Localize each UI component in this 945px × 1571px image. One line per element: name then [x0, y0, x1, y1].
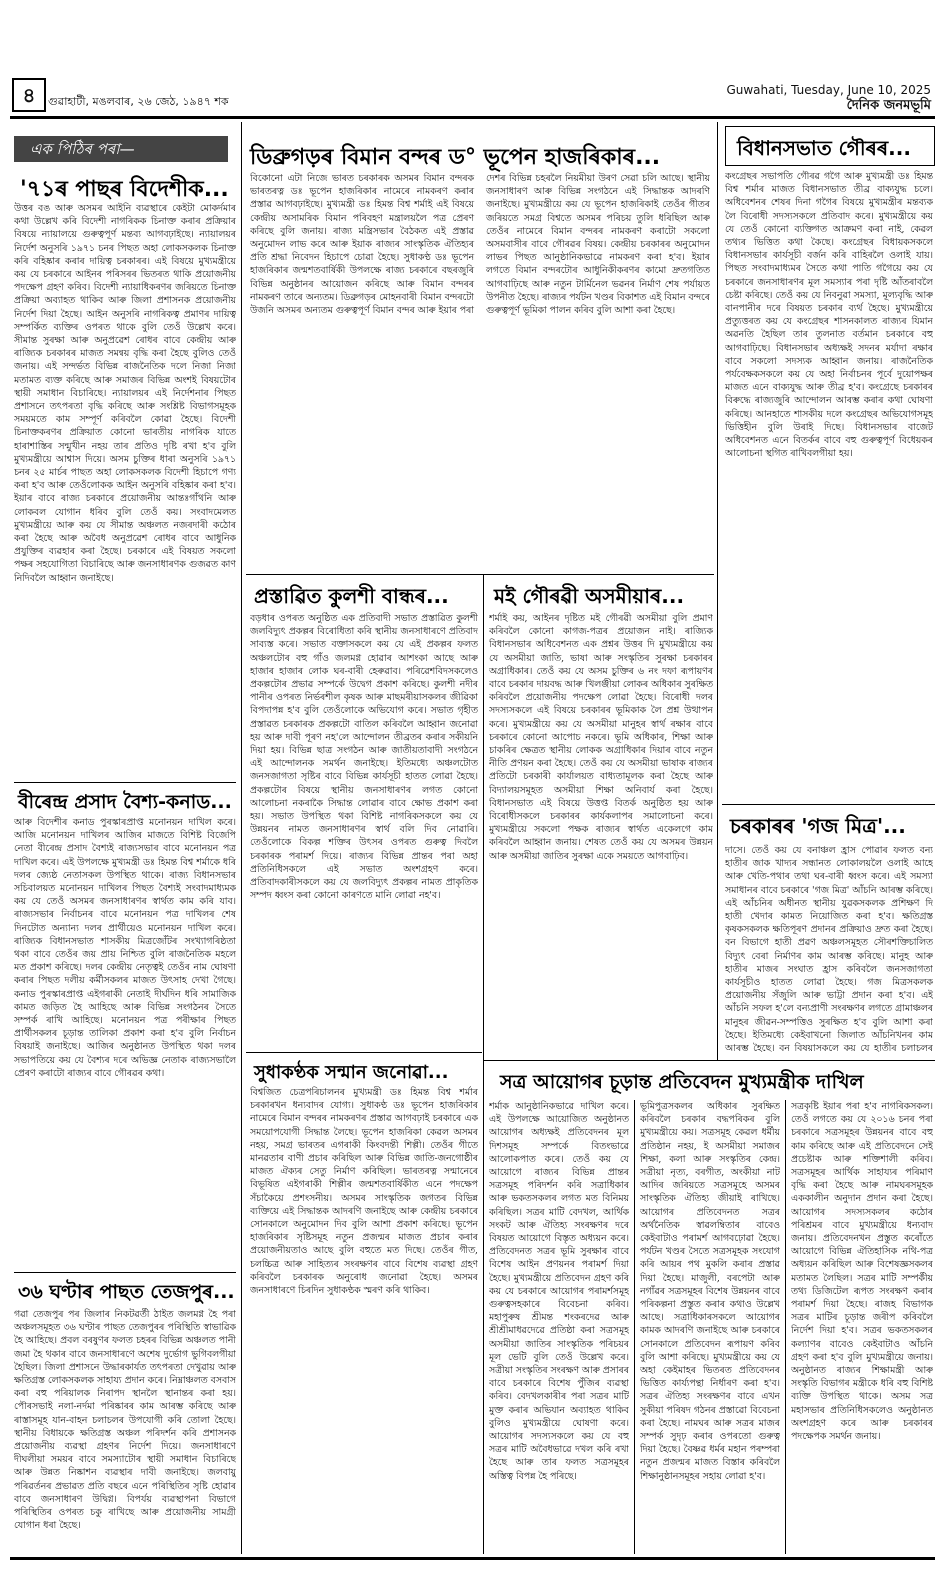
body-a7: শৰ্মাই কয়, আইনৰ দৃষ্টিত মই গৌৰৱী অসমীয়া বুলি প্ৰমাণ কৰিবলৈ কোনো কাগজ-পত্ৰৰ প্ৰয়োজন নাই। ৰাজ্যিক বিধানসভাৰ অধিবেশনত এক প্ৰশ্নৰ উত্তৰ দি মুখ্যমন্ত্ৰীয়ে কয় যে অসমীয়া জাতি, ভাষা আৰু সংস্কৃতিৰ সুৰক্ষা চৰকাৰৰ অগ্ৰাধিকাৰ। তেওঁ কয় যে অসম চুক্তিৰ ৬ নং দফা ৰূপায়ণৰ বাবে চৰকাৰ দায়বদ্ধ আৰু খিলঞ্জীয়া লোকৰ অধিকাৰ সুৰক্ষিত কৰিবলৈ প্ৰয়োজনীয় পদক্ষেপ লোৱা হৈছে। বিৰোধী দলৰ সদস্যসকলে এই বিষয়ে চৰকাৰৰ ভূমিকাক লৈ প্ৰশ্ন উত্থাপন কৰে। মুখ্যমন্ত্ৰীয়ে কয় যে অসমীয়া মানুহৰ স্বাৰ্থ ৰক্ষাৰ বাবে চৰকাৰে কোনো আপোচ নকৰে। ভূমি অধিকাৰ, শিক্ষা আৰু চাকৰিৰ ক্ষেত্ৰত স্থানীয় লোকক অগ্ৰাধিকাৰ দিয়াৰ বাবে নতুন নীতি প্ৰণয়ন কৰা হৈছে। তেওঁ কয় যে অসমীয়া ভাষাক ৰাজ্যৰ প্ৰতিটো চৰকাৰী কাৰ্যালয়ত বাধ্যতামূলক কৰা হৈছে আৰু বিদ্যালয়সমূহত অসমীয়া শিক্ষা অনিবাৰ্য কৰা হৈছে। বিধানসভাত এই বিষয়ে উত্তপ্ত বিতৰ্ক অনুষ্ঠিত হয় আৰু বিৰোধীসকলে চৰকাৰৰ কাৰ্যকলাপৰ সমালোচনা কৰে। মুখ্যমন্ত্ৰীয়ে সকলো পক্ষক ৰাজ্যৰ স্বাৰ্থত একেলগে কাম কৰিবলৈ আহ্বান জনায়। শেষত তেওঁ কয় যে অসমৰ উন্নয়ন আৰু অসমীয়া জাতিৰ সুৰক্ষা একে সময়তে আগবাঢ়িব।: [489, 613, 713, 862]
column-rule: [241, 122, 242, 1554]
body-a1: উত্তৰ বঙ আৰু অসমৰ আইনি ব্যৱস্থাৰে কেইটা মোকৰ্দমাৰ কথা উল্লেখ কৰি বিদেশী নাগৰিকক চিনাক্ত কৰাৰ প্ৰক্ৰিয়াৰ বিষয়ে ন্যায়ালয়ে গুৰুত্বপূৰ্ণ মন্তব্য আগবঢ়াইছে। ন্যায়ালয়ৰ নিৰ্দেশ অনুসৰি ১৯৭১ চনৰ পিছত অহা লোকসকলক চিনাক্ত কৰি বহিষ্কাৰ কৰাৰ দায়িত্ব চৰকাৰৰ। এই বিষয়ে মুখ্যমন্ত্ৰীয়ে কয় যে চৰকাৰে আইনৰ পৰিসৰৰ ভিতৰত থাকি প্ৰয়োজনীয় পদক্ষেপ গ্ৰহণ কৰিব। বিদেশী ন্যায়াধিকৰণৰ জৰিয়তে চিনাক্ত প্ৰক্ৰিয়া অব্যাহত থাকিব আৰু জিলা প্ৰশাসনক প্ৰয়োজনীয় নিৰ্দেশ দিয়া হৈছে। আইন অনুসৰি নাগৰিকত্ব প্ৰমাণৰ দায়িত্ব সম্পৰ্কিত ব্যক্তিৰ ওপৰত থাকে বুলি তেওঁ উল্লেখ কৰে। সীমান্ত সুৰক্ষা আৰু অনুপ্ৰৱেশ ৰোধৰ বাবে কেন্দ্ৰীয় আৰু ৰাজ্যিক চৰকাৰৰ মাজত সমন্বয় বৃদ্ধি কৰা হৈছে বুলিও তেওঁ জনায়। এই সন্দৰ্ভত বিভিন্ন ৰাজনৈতিক দলে নিজা নিজা মতামত ব্যক্ত কৰিছে আৰু সমাজৰ বিভিন্ন অংশই বিষয়টোৰ স্থায়ী সমাধান বিচাৰিছে। ন্যায়ালয়ৰ এই নিৰ্দেশনাৰ পিছত প্ৰশাসনে তৎপৰতা বৃদ্ধি কৰিছে আৰু সংশ্লিষ্ট বিভাগসমূহক সময়মতে কাম সম্পূৰ্ণ কৰিবলৈ কোৱা হৈছে। বিদেশী চিনাক্তকৰণৰ প্ৰক্ৰিয়াত কোনো ভাৰতীয় নাগৰিক যাতে হাৰাশাস্তিৰ সন্মুখীন নহয় তাৰ প্ৰতিও দৃষ্টি ৰখা হ'ব বুলি মুখ্যমন্ত্ৰীয়ে আশ্বাস দিয়ে। অসম চুক্তিৰ ধাৰা অনুসৰি ১৯৭১ চনৰ ২৫ মাৰ্চৰ পাছত অহা লোকসকলক বিদেশী হিচাপে গণ্য কৰা হ'ব আৰু তেওঁলোকক আইন অনুসৰি বহিষ্কাৰ কৰা হ'ব। ইয়াৰ বাবে ৰাজ্য চৰকাৰে প্ৰয়োজনীয় আন্তঃগাঁথনি আৰু লোকবল যোগান ধৰিব বুলি তেওঁ কয়। সংবাদমেলত মুখ্যমন্ত্ৰীয়ে আৰু কয় যে সীমান্ত অঞ্চলত নজৰদাৰী কঠোৰ কৰা হৈছে আৰু অবৈধ অনুপ্ৰৱেশ ৰোধৰ বাবে আধুনিক প্ৰযুক্তিৰ ব্যৱহাৰ কৰা হৈছে। চৰকাৰে এই বিষয়ত সকলো পক্ষৰ সহযোগিতা বিচাৰিছে আৰু জনসাধাৰণক গুজৱত কাণ নিদিবলৈ আহ্বান জনাইছে।: [14, 203, 236, 584]
body-a5: বড়ধাৰ ওপৰত অনুষ্ঠিত এক প্ৰতিবাদী সভাত প্ৰস্তাৱিত কুলশী জলবিদ্যুৎ প্ৰকল্পৰ বিৰোধিতা কৰি স্থানীয় জনসাধাৰণে প্ৰতিবাদ সাব্যস্ত কৰে। সভাত বক্তাসকলে কয় যে এই প্ৰকল্পৰ ফলত অঞ্চলটোৰ বহু গাঁও জলমগ্ন হোৱাৰ আশংকা আছে আৰু হাজাৰ হাজাৰ লোক ঘৰ-বাৰী হেৰুৱাব। পৰিৱেশবিদসকলেও প্ৰকল্পটোৰ প্ৰভাৱ সম্পৰ্কে উদ্বেগ প্ৰকাশ কৰিছে। কুলশী নদীৰ পানীৰ ওপৰত নিৰ্ভৰশীল কৃষক আৰু মাছমৰীয়াসকলৰ জীৱিকা বিপদাপন্ন হ'ব বুলি তেওঁলোকে অভিযোগ কৰে। সভাত গৃহীত প্ৰস্তাৱত চৰকাৰক প্ৰকল্পটো বাতিল কৰিবলৈ আহ্বান জনোৱা হয় আৰু দাবী পূৰণ নহ'লে আন্দোলন তীব্ৰতৰ কৰাৰ সকীয়নি দিয়া হয়। বিভিন্ন ছাত্ৰ সংগঠন আৰু জাতীয়তাবাদী সংগঠনে এই আন্দোলনক সমৰ্থন জনাইছে। ইতিমধ্যে অঞ্চলটোত জনসজাগতা সৃষ্টিৰ বাবে বিভিন্ন কাৰ্যসূচী হাতত লোৱা হৈছে। প্ৰকল্পটোৰ বিষয়ে স্থানীয় জনসাধাৰণৰ লগত কোনো আলোচনা নকৰাকৈ সিদ্ধান্ত লোৱাৰ বাবে ক্ষোভ প্ৰকাশ কৰা হয়। সভাত উপস্থিত থকা বিশিষ্ট নাগৰিকসকলে কয় যে উন্নয়নৰ নামত জনসাধাৰণৰ স্বাৰ্থ বলি দিব নোৱাৰি। তেওঁলোকে বিকল্প শক্তিৰ উৎসৰ ওপৰত গুৰুত্ব দিবলৈ চৰকাৰক পৰামৰ্শ দিয়ে। ৰাজ্যৰ বিভিন্ন প্ৰান্তৰ পৰা অহা প্ৰতিনিধিসকলে এই সভাত অংশগ্ৰহণ কৰে। প্ৰতিবাদকাৰীসকলে কয় যে জলবিদ্যুৎ প্ৰকল্পৰ নামত প্ৰাকৃতিক সম্পদ ধ্বংস কৰা কোনো কাৰণতে মানি লোৱা নহ'ব।: [250, 613, 478, 902]
date-local: গুৱাহাটী, মঙলবাৰ, ২৬ জেঠ, ১৯৪৭ শক: [48, 95, 229, 108]
body-a8: কংগ্ৰেছৰ সভাপতি গৌৰৱ গগৈ আৰু মুখ্যমন্ত্ৰী ডঃ হিমন্ত বিশ্ব শৰ্মাৰ মাজত বিধানসভাত তীব্ৰ বাক্যযুদ্ধ চলে। অধিবেশনৰ শেষৰ দিনা গগৈৰ বিষয়ে মুখ্যমন্ত্ৰীৰ মন্তব্যক লৈ বিৰোধী সদস্যসকলে প্ৰতিবাদ কৰে। মুখ্যমন্ত্ৰীয়ে কয় যে তেওঁ কোনো ব্যক্তিগত আক্ৰমণ কৰা নাই, কেৱল তথ্যৰ ভিত্তিত কথা কৈছে। কংগ্ৰেছৰ বিধায়কসকলে বিধানসভাৰ কাৰ্যসূচী বৰ্জন কৰি বাহিৰলৈ ওলাই যায়। পিছত সংবাদমাধ্যমৰ সৈতে কথা পাতি গগৈয়ে কয় যে চৰকাৰে জনসাধাৰণৰ মূল সমস্যাৰ পৰা দৃষ্টি আঁতৰাবলৈ চেষ্টা কৰিছে। তেওঁ কয় যে নিবনুৱা সমস্যা, মূল্যবৃদ্ধি আৰু বানপানীৰ দৰে বিষয়ত চৰকাৰ ব্যৰ্থ হৈছে। মুখ্যমন্ত্ৰীয়ে প্ৰত্যুত্তৰত কয় যে কংগ্ৰেছৰ শাসনকালত ৰাজ্যৰ যিমান অৱনতি হৈছিল তাৰ তুলনাত বৰ্তমান চৰকাৰে বহু আগবাঢ়িছে। বিধানসভাৰ অধ্যক্ষই সদনৰ মৰ্যাদা ৰক্ষাৰ বাবে সকলো সদস্যক আহ্বান জনায়। ৰাজনৈতিক পৰ্যবেক্ষকসকলে কয় যে অহা নিৰ্বাচনৰ পূৰ্বে দুয়োপক্ষৰ মাজত এনে বাক্যযুদ্ধ আৰু তীব্ৰ হ'ব। কংগ্ৰেছে চৰকাৰৰ বিৰুদ্ধে ৰাজ্যজুৰি আন্দোলন আৰম্ভ কৰাৰ কথা ঘোষণা কৰিছে। আনহাতে শাসকীয় দলে কংগ্ৰেছৰ অভিযোগসমূহ ভিত্তিহীন বুলি উৰাই দিছে। বিধানসভাৰ বাজেট অধিবেশনত এনে বিতৰ্কৰ বাবে বহু গুৰুত্বপূৰ্ণ বিধেয়কৰ আলোচনা স্থগিত ৰাখিবলগীয়া হয়।: [725, 171, 933, 460]
divider: [722, 804, 935, 805]
body-a6: বিশ্বজিত চেত্ৰপৰিচালনৰ মুখ্যমন্ত্ৰী ডঃ হিমন্ত বিশ্ব শৰ্মাৰ চৰকাৰখন ধন্যবাদৰ যোগ্য। সুধাকণ্ঠ ডঃ ভূপেন হাজৰিকাৰ নামেৰে বিমান বন্দৰৰ নামকৰণৰ প্ৰস্তাৱ আগবঢ়াই চৰকাৰে এক সময়োপযোগী সিদ্ধান্ত লৈছে। ভূপেন হাজৰিকা কেৱল অসমৰ নহয়, সমগ্ৰ ভাৰতৰ এগৰাকী কিংবদন্তী শিল্পী। তেওঁৰ গীতে মানৱতাৰ বাণী প্ৰচাৰ কৰিছিল আৰু বিভিন্ন জাতি-জনগোষ্ঠীৰ মাজত ঐক্যৰ সেতু নিৰ্মাণ কৰিছিল। ভাৰতৰত্ন সন্মানেৰে বিভূষিত এইগৰাকী শিল্পীৰ জন্মশতবাৰ্ষিকীত এনে পদক্ষেপ সঁচাকৈয়ে প্ৰশংসনীয়। অসমৰ সাংস্কৃতিক জগতৰ বিভিন্ন ব্যক্তিয়ে এই সিদ্ধান্তক আদৰণি জনাইছে আৰু কেন্দ্ৰীয় চৰকাৰে সোনকালে অনুমোদন দিব বুলি আশা প্ৰকাশ কৰিছে। ভূপেন হাজৰিকাৰ সৃষ্টিসমূহ নতুন প্ৰজন্মৰ মাজত প্ৰচাৰ কৰাৰ প্ৰয়োজনীয়তাও আছে বুলি বহুতে মত দিছে। তেওঁৰ গীত, চলচ্চিত্ৰ আৰু সাহিত্যৰ সংৰক্ষণৰ বাবে বিশেষ ব্যৱস্থা গ্ৰহণ কৰিবলৈ চৰকাৰক অনুৰোধ জনোৱা হৈছে। অসমৰ জনসাধাৰণে চিৰদিন সুধাকণ্ঠক স্মৰণ কৰি থাকিব।: [250, 1087, 478, 1297]
section-tag: এক পিঠিৰ পৰা—: [14, 136, 228, 162]
paper-name: দৈনিক জনমভূমি: [846, 98, 931, 113]
body-a10-col2: ভূমিপুত্ৰসকলৰ অধিকাৰ সুৰক্ষিত কৰিবলৈ চৰকাৰ বদ্ধপৰিকৰ বুলি মুখ্যমন্ত্ৰীয়ে কয়। সত্ৰসমূহ কেৱল ধৰ্মীয় প্ৰতিষ্ঠান নহয়, ই অসমীয়া সমাজৰ শিক্ষা, কলা আৰু সংস্কৃতিৰ কেন্দ্ৰ। সত্ৰীয়া নৃত্য, বৰগীত, অংকীয়া নাট আদিৰ জৰিয়তে সত্ৰসমূহে অসমৰ সাংস্কৃতিক ঐতিহ্য জীয়াই ৰাখিছে। আয়োগৰ প্ৰতিবেদনত সত্ৰৰ অৰ্থনৈতিক স্বাৱলম্বিতাৰ বাবেও কেইবাটাও পৰামৰ্শ আগবঢ়োৱা হৈছে। পৰ্যটন খণ্ডৰ সৈতে সত্ৰসমূহক সংযোগ কৰি আয়ৰ পথ মুকলি কৰাৰ প্ৰস্তাৱ দিয়া হৈছে। মাজুলী, বৰপেটা আৰু নগাঁৱৰ সত্ৰসমূহৰ বিশেষ উন্নয়নৰ বাবে পৰিকল্পনা প্ৰস্তুত কৰাৰ কথাও উল্লেখ আছে। সত্ৰাধিকাৰসকলে আয়োগৰ কামক আদৰণি জনাইছে আৰু চৰকাৰে সোনকালে প্ৰতিবেদন ৰূপায়ণ কৰিব বুলি আশা কৰিছে। মুখ্যমন্ত্ৰীয়ে কয় যে অহা কেইমাহৰ ভিতৰত প্ৰতিবেদনৰ ভিত্তিত কাৰ্য্যপন্থা নিৰ্ধাৰণ কৰা হ'ব। সত্ৰৰ ঐতিহ্য সংৰক্ষণৰ বাবে এখন সুকীয়া পৰিষদ গঠনৰ প্ৰস্তাৱো বিবেচনা কৰা হৈছে। নামঘৰ আৰু সত্ৰৰ মাজৰ সম্পৰ্ক সুদৃঢ় কৰাৰ ওপৰতো গুৰুত্ব দিয়া হৈছে। বৈষ্ণৱ ধৰ্মৰ মহান পৰম্পৰা নতুন প্ৰজন্মৰ মাজত বিস্তাৰ কৰিবলৈ শিক্ষানুষ্ঠানসমূহৰ সহায় লোৱা হ'ব।: [640, 1101, 780, 1482]
body-a10-col1: শৰ্মাক আনুষ্ঠানিকভাৱে দাখিল কৰে। এই উপলক্ষে আয়োজিত অনুষ্ঠানত আয়োগৰ অধ্যক্ষই প্ৰতিবেদনৰ মূল দিশসমূহ সম্পৰ্কে বিতংভাৱে আলোকপাত কৰে। তেওঁ কয় যে আয়োগে ৰাজ্যৰ বিভিন্ন প্ৰান্তৰ সত্ৰসমূহ পৰিদৰ্শন কৰি সত্ৰাধিকাৰ আৰু ভকতসকলৰ লগত মত বিনিময় কৰিছিল। সত্ৰৰ মাটি বেদখল, আৰ্থিক সংকট আৰু ঐতিহ্য সংৰক্ষণৰ দৰে বিষয়ত আয়োগে বিস্তৃত অধ্যয়ন কৰে। প্ৰতিবেদনত সত্ৰৰ ভূমি সুৰক্ষাৰ বাবে বিশেষ আইন প্ৰণয়নৰ পৰামৰ্শ দিয়া হৈছে। মুখ্যমন্ত্ৰীয়ে প্ৰতিবেদন গ্ৰহণ কৰি কয় যে চৰকাৰে আয়োগৰ পৰামৰ্শসমূহ গুৰুত্বসহকাৰে বিবেচনা কৰিব। মহাপুৰুষ শ্ৰীমন্ত শংকৰদেৱ আৰু শ্ৰীশ্ৰীমাধৱদেৱে প্ৰতিষ্ঠা কৰা সত্ৰসমূহ অসমীয়া জাতিৰ সাংস্কৃতিক পৰিচয়ৰ মূল ভেটি বুলি তেওঁ উল্লেখ কৰে। সত্ৰীয়া সংস্কৃতিৰ সংৰক্ষণ আৰু প্ৰসাৰৰ বাবে চৰকাৰে বিশেষ পুঁজিৰ ব্যৱস্থা কৰিব। বেদখলকাৰীৰ পৰা সত্ৰৰ মাটি মুক্ত কৰাৰ অভিযান অব্যাহত থাকিব বুলিও মুখ্যমন্ত্ৰীয়ে ঘোষণা কৰে। আয়োগৰ সদস্যসকলে কয় যে বহু সত্ৰৰ মাটি অবৈধভাৱে দখল কৰি ৰখা হৈছে আৰু তাৰ ফলত সত্ৰসমূহৰ অস্তিত্ব বিপন্ন হৈ পৰিছে।: [489, 1101, 629, 1482]
header-rule: [10, 116, 935, 119]
divider: [14, 1272, 236, 1273]
headline-a5: প্ৰস্তাৱিত কুলশী বান্ধৰ...: [254, 584, 449, 608]
column-rule: [483, 1060, 484, 1554]
page-number: ৪: [12, 78, 46, 112]
headline-a8: বিধানসভাত গৌৰৰ...: [737, 136, 911, 160]
divider: [246, 1052, 482, 1053]
column-rule: [634, 1100, 635, 1554]
headline-a7: মই গৌৰৱী অসমীয়াৰ...: [494, 584, 685, 608]
headline-a9: চৰকাৰৰ 'গজ মিত্ৰ'...: [730, 814, 906, 838]
headline-a3: ৩৬ ঘণ্টাৰ পাছত তেজপুৰ...: [18, 1281, 235, 1303]
headline-a6: সুধাকণ্ঠক সন্মান জনোৱা...: [254, 1062, 449, 1083]
headline-a10: সত্ৰ আয়োগৰ চূড়ান্ত প্ৰতিবেদন মুখ্যমন্ত্ৰীক দাখিল: [500, 1071, 864, 1093]
column-rule: [717, 122, 718, 1060]
divider: [14, 782, 236, 783]
column-rule: [785, 1100, 786, 1554]
headline-a2: বীৰেন্দ্ৰ প্ৰসাদ বৈশ্য-কনাড...: [18, 791, 232, 813]
headline-a4: ডিব্ৰুগড়ৰ বিমান বন্দৰ ড° ভূপেন হাজৰিকাৰ...: [250, 145, 661, 170]
headline-a1: '৭১ৰ পাছৰ বিদেশীক...: [20, 177, 229, 202]
divider: [246, 574, 714, 575]
divider: [484, 1060, 935, 1061]
date-english: Guwahati, Tuesday, June 10, 2025: [726, 83, 931, 97]
masthead-right: [726, 82, 931, 114]
body-a2: আৰু বিদেশীৰ কনাড পুৰস্কাৰপ্ৰাপ্ত মনোনয়ন দাখিল কৰে। আজি মনোনয়ন দাখিলৰ আজিৰ মাজতে বিশিষ্ট বিজেপি নেতা বীৰেন্দ্ৰ প্ৰসাদ বৈশ্যই ৰাজ্যসভাৰ বাবে মনোনয়ন পত্ৰ দাখিল কৰে। এই উপলক্ষে মুখ্যমন্ত্ৰী ডঃ হিমন্ত বিশ্ব শৰ্মাকে ধৰি দলৰ জ্যেষ্ঠ নেতাসকল উপস্থিত থাকে। ৰাজ্য বিধানসভাৰ সচিবালয়ত মনোনয়ন দাখিলৰ পিছত বৈশ্যই সংবাদমাধ্যমক কয় যে তেওঁ অসমৰ জনসাধাৰণৰ স্বাৰ্থত কাম কৰি যাব। ৰাজ্যসভাৰ নিৰ্বাচনৰ বাবে মনোনয়ন পত্ৰ দাখিলৰ শেষ দিনটোত অন্যান্য দলৰ প্ৰাৰ্থীয়েও মনোনয়ন দাখিল কৰে। ৰাজ্যিক বিধানসভাত শাসকীয় মিত্ৰজোঁটৰ সংখ্যাগৰিষ্ঠতা থকা বাবে তেওঁৰ জয় প্ৰায় নিশ্চিত বুলি ৰাজনৈতিক মহলে মত প্ৰকাশ কৰিছে। দলৰ কেন্দ্ৰীয় নেতৃত্বই তেওঁৰ নাম ঘোষণা কৰাৰ পিছত দলীয় কৰ্মীসকলৰ মাজত উৎসাহ দেখা গৈছে। কনাড পুৰস্কাৰপ্ৰাপ্ত এইগৰাকী নেতাই দীৰ্ঘদিন ধৰি সামাজিক কামত জড়িত হৈ আহিছে আৰু বিভিন্ন সংগঠনৰ সৈতে সম্পৰ্ক ৰাখি আহিছে। মনোনয়ন পত্ৰ পৰীক্ষাৰ পিছত প্ৰাৰ্থীসকলৰ চূড়ান্ত তালিকা প্ৰকাশ কৰা হ'ব বুলি নিৰ্বাচন বিষয়াই জনাইছে। আজিৰ অনুষ্ঠানত উপস্থিত থকা দলৰ সভাপতিয়ে কয় যে বৈশ্যৰ দৰে অভিজ্ঞ নেতাক ৰাজ্যসভালৈ প্ৰেৰণ কৰাটো ৰাজ্যৰ বাবে গৌৰৱৰ কথা।: [14, 817, 236, 1079]
footer-rule: [10, 1557, 935, 1560]
body-a10-col3: সত্ৰকৃষ্টি ইয়াৰ পৰা হ'ব নাগৰিকসকল। তেওঁ লগতে কয় যে ২০১৬ চনৰ পৰা চৰকাৰে সত্ৰসমূহৰ উন্নয়নৰ বাবে বহু কাম কৰিছে আৰু এই প্ৰতিবেদনে সেই প্ৰচেষ্টাক আৰু শক্তিশালী কৰিব। সত্ৰসমূহৰ আৰ্থিক সাহায্যৰ পৰিমাণ বৃদ্ধি কৰা হৈছে আৰু নামঘৰসমূহক এককালীন অনুদান প্ৰদান কৰা হৈছে। আয়োগৰ সদস্যসকলৰ কঠোৰ পৰিশ্ৰমৰ বাবে মুখ্যমন্ত্ৰীয়ে ধন্যবাদ জনায়। প্ৰতিবেদনখন প্ৰস্তুত কৰোঁতে আয়োগে বিভিন্ন ঐতিহাসিক নথি-পত্ৰ অধ্যয়ন কৰিছিল আৰু বিশেষজ্ঞসকলৰ মতামত লৈছিল। সত্ৰৰ মাটি সম্পৰ্কীয় তথ্য ডিজিটেল ৰূপত সংৰক্ষণ কৰাৰ পৰামৰ্শ দিয়া হৈছে। ৰাজহ বিভাগক সত্ৰৰ মাটিৰ চূড়ান্ত জৰীপ কৰিবলৈ নিৰ্দেশ দিয়া হ'ব। সত্ৰৰ ভকতসকলৰ কল্যাণৰ বাবেও কেইবাটাও আঁচনি গ্ৰহণ কৰা হ'ব বুলি মুখ্যমন্ত্ৰীয়ে জনায়। অনুষ্ঠানত ৰাজ্যৰ শিক্ষামন্ত্ৰী আৰু সংস্কৃতি বিভাগৰ মন্ত্ৰীকে ধৰি বহু বিশিষ্ট ব্যক্তি উপস্থিত থাকে। অসম সত্ৰ মহাসভাৰ প্ৰতিনিধিসকলেও অনুষ্ঠানত অংশগ্ৰহণ কৰে আৰু চৰকাৰৰ পদক্ষেপক সমৰ্থন জনায়।: [791, 1101, 933, 1443]
body-a9: দাসে। তেওঁ কয় যে বনাঞ্চল হ্ৰাস পোৱাৰ ফলত বন্য হাতীৰ জাক খাদ্যৰ সন্ধানত লোকালয়লৈ ওলাই আহে আৰু খেতি-পথাৰ তথা ঘৰ-বাৰী ধ্বংস কৰে। এই সমস্যা সমাধানৰ বাবে চৰকাৰে 'গজ মিত্ৰ' আঁচনি আৰম্ভ কৰিছে। এই আঁচনিৰ অধীনত স্থানীয় যুৱকসকলক প্ৰশিক্ষণ দি হাতী খেদাৰ কামত নিয়োজিত কৰা হ'ব। ক্ষতিগ্ৰস্ত কৃষকসকলক ক্ষতিপূৰণ প্ৰদানৰ প্ৰক্ৰিয়াও দ্ৰুত কৰা হৈছে। বন বিভাগে হাতী প্ৰৱণ অঞ্চলসমূহত সৌৰশক্তিচালিত বিদ্যুৎ বেৰা নিৰ্মাণৰ কাম আৰম্ভ কৰিছে। মানুহ আৰু হাতীৰ মাজৰ সংঘাত হ্ৰাস কৰিবলৈ জনসজাগতা কাৰ্যসূচীও হাতত লোৱা হৈছে। গজ মিত্ৰসকলক প্ৰয়োজনীয় সঁজুলি আৰু ভাট্টা প্ৰদান কৰা হ'ব। এই আঁচনি সফল হ'লে বন্যপ্ৰাণী সংৰক্ষণৰ লগতে গ্ৰামাঞ্চলৰ মানুহৰ জীৱন-সম্পত্তিও সুৰক্ষিত হ'ব বুলি আশা কৰা হৈছে। ইতিমধ্যে কেইবাখনো জিলাত আঁচনিখনৰ কাম আৰম্ভ হৈছে। বন বিষয়াসকলে কয় যে হাতীৰ চলাচলৰ: [725, 845, 933, 1054]
body-a3: গৱা তেজপুৰ পৰ জিলাৰ নিকটৱৰ্তী ঠাইত জলমগ্ন হৈ পৰা অঞ্চলসমূহত ৩৬ ঘণ্টাৰ পাছত তেজপুৰৰ পৰিস্থিতি স্বাভাৱিক হৈ আহিছে। প্ৰবল বৰষুণৰ ফলত চহৰৰ বিভিন্ন অঞ্চলত পানী জমা হৈ থকাৰ বাবে জনসাধাৰণে অশেষ দুৰ্ভোগ ভুগিবলগীয়া হৈছিল। জিলা প্ৰশাসনে উদ্ধাৰকাৰ্যত তৎপৰতা দেখুৱায় আৰু ক্ষতিগ্ৰস্ত লোকসকলক সাহায্য প্ৰদান কৰে। নিম্নাঞ্চলত বসবাস কৰা বহু পৰিয়ালক নিৰাপদ স্থানলৈ স্থানান্তৰ কৰা হয়। পৌৰসভাই নলা-নৰ্দমা পৰিষ্কাৰৰ কাম আৰম্ভ কৰিছে আৰু ৰাস্তাসমূহ যান-বাহন চলাচলৰ উপযোগী কৰি তোলা হৈছে। স্থানীয় বিধায়কে ক্ষতিগ্ৰস্ত অঞ্চল পৰিদৰ্শন কৰি প্ৰশাসনক প্ৰয়োজনীয় ব্যৱস্থা গ্ৰহণৰ নিৰ্দেশ দিয়ে। জনসাধাৰণে দীঘলীয়া সময়ৰ বাবে সমস্যাটোৰ স্থায়ী সমাধান বিচাৰিছে আৰু উন্নত নিষ্কাশন ব্যৱস্থাৰ দাবী জনাইছে। জলবায়ু পৰিৱৰ্তনৰ প্ৰভাৱত প্ৰতি বছৰে এনে পৰিস্থিতিৰ সৃষ্টি হোৱাৰ বাবে জনসাধাৰণ উদ্বিগ্ন। বিপৰ্যয় ব্যৱস্থাপনা বিভাগে পৰিস্থিতিৰ ওপৰত চকু ৰাখিছে আৰু প্ৰয়োজনীয় সামগ্ৰী যোগান ধৰা হৈছে।: [14, 1309, 236, 1532]
body-a4: বিকোনো এটা নিজে ভাৰত চৰকাৰক অসমৰ বিমান বন্দৰক ভাৰতৰত্ন ডঃ ভূপেন হাজৰিকাৰ নামেৰে নামকৰণ কৰাৰ প্ৰস্তাৱ আগবঢ়াইছে। মুখ্যমন্ত্ৰী ডঃ হিমন্ত বিশ্ব শৰ্মাই এই বিষয়ে কেন্দ্ৰীয় অসামৰিক বিমান পৰিবহণ মন্ত্ৰালয়লৈ পত্ৰ প্ৰেৰণ কৰিছে বুলি জনায়। ৰাজ্য মন্ত্ৰিসভাৰ বৈঠকত এই প্ৰস্তাৱ অনুমোদন লাভ কৰে আৰু ইয়াক ৰাজ্যৰ সাংস্কৃতিক ঐতিহ্যৰ প্ৰতি শ্ৰদ্ধা নিবেদন হিচাপে চোৱা হৈছে। সুধাকণ্ঠ ডঃ ভূপেন হাজৰিকাৰ জন্মশতবাৰ্ষিকী উপলক্ষে ৰাজ্য চৰকাৰে বছৰজুৰি বিভিন্ন অনুষ্ঠানৰ আয়োজন কৰিছে আৰু বিমান বন্দৰৰ নামকৰণ তাৰে অন্যতম। ডিব্ৰুগড়ৰ মোহনবাৰী বিমান বন্দৰটো উজনি অসমৰ অন্যতম গুৰুত্বপূৰ্ণ বিমান বন্দৰ আৰু ইয়াৰ পৰা দেশৰ বিভিন্ন চহৰলৈ নিয়মীয়া উৰণ সেৱা চলি আছে। স্থানীয় জনসাধাৰণ আৰু বিভিন্ন সংগঠনে এই সিদ্ধান্তক আদৰণি জনাইছে। মুখ্যমন্ত্ৰীয়ে কয় যে ভূপেন হাজৰিকাই তেওঁৰ গীতৰ জৰিয়তে সমগ্ৰ বিশ্বতে অসমৰ পৰিচয় তুলি ধৰিছিল আৰু তেওঁৰ নামেৰে বিমান বন্দৰৰ নামকৰণ কৰাটো সকলো অসমবাসীৰ বাবে গৌৰৱৰ বিষয়। কেন্দ্ৰীয় চৰকাৰৰ অনুমোদন লাভৰ পিছত আনুষ্ঠানিকভাৱে নামকৰণ কৰা হ'ব। ইয়াৰ লগতে বিমান বন্দৰটোৰ আধুনিকীকৰণৰ কামো দ্ৰুতগতিত আগবাঢ়িছে আৰু নতুন টাৰ্মিনেল ভৱনৰ নিৰ্মাণ শেষ পৰ্যায়ত উপনীত হৈছে। ৰাজ্যৰ পৰ্যটন খণ্ডৰ বিকাশত এই বিমান বন্দৰে গুৰুত্বপূৰ্ণ ভূমিকা পালন কৰিব বুলি আশা কৰা হৈছে।: [250, 173, 710, 317]
column-rule: [483, 574, 484, 1060]
